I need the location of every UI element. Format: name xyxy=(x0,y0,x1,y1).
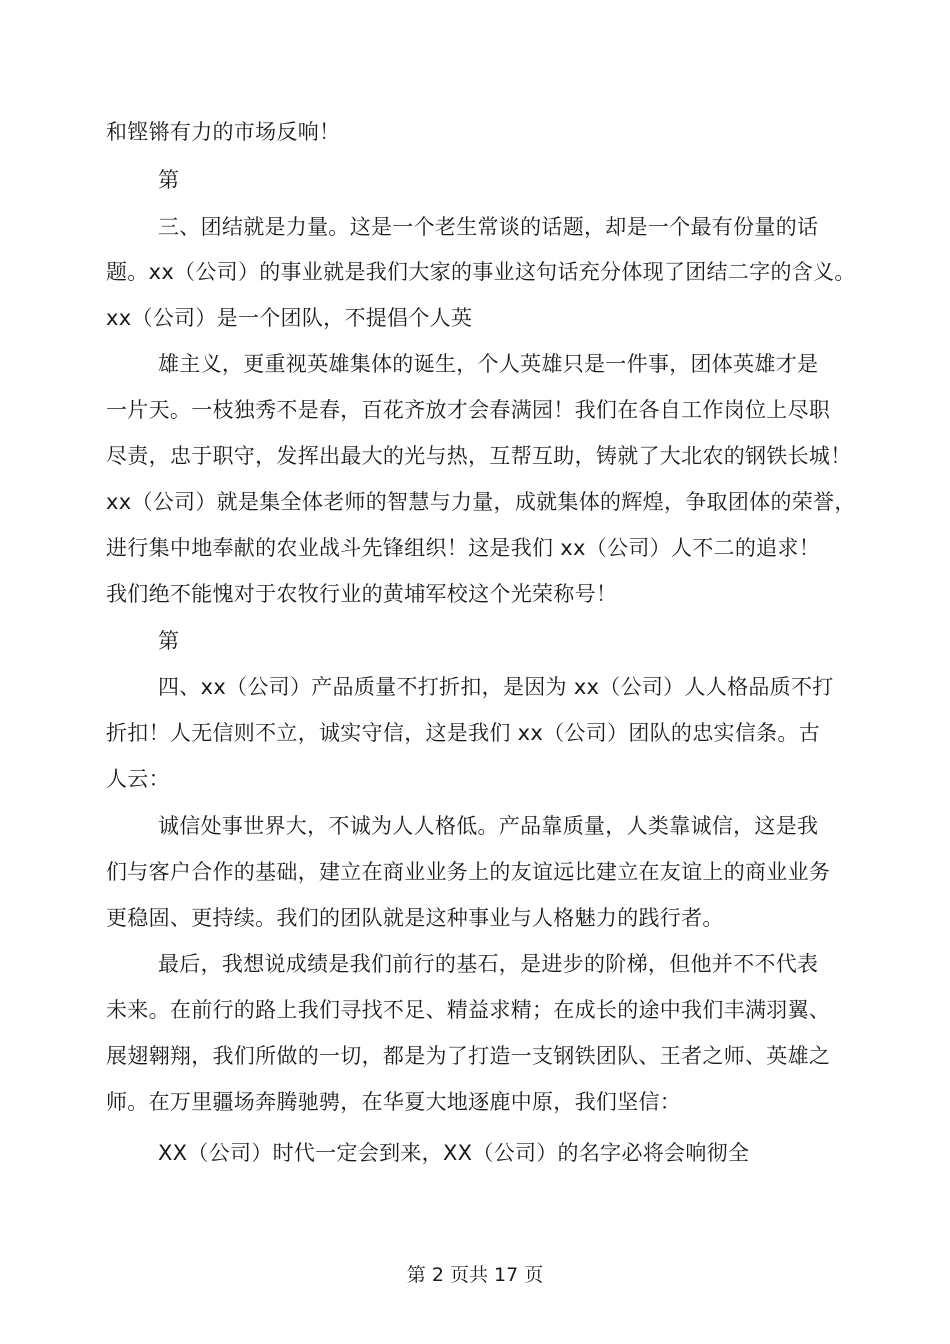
text-line: xx（公司）就是集全体老师的智慧与力量，成就集体的辉煌，争取团体的荣誉， xyxy=(106,490,856,514)
text-line: 我们绝不能愧对于农牧行业的黄埔军校这个光荣称号！ xyxy=(106,582,618,606)
text-line: 进行集中地奉献的农业战斗先锋组织！这是我们 xx（公司）人不二的追求！ xyxy=(106,536,821,560)
text-line: 尽责，忠于职守，发挥出最大的光与热，互帮互助，铸就了大北农的钢铁长城！ xyxy=(106,444,852,468)
text-line: 第 xyxy=(158,629,180,653)
text-line: 三、团结就是力量。这是一个老生常谈的话题，却是一个最有份量的话 xyxy=(158,215,819,239)
text-line: 们与客户合作的基础，建立在商业业务上的友谊远比建立在友谊上的商业业务 xyxy=(106,860,831,884)
text-line: 展翅翱翔，我们所做的一切，都是为了打造一支钢铁团队、王者之师、英雄之 xyxy=(106,1044,831,1068)
text-line: 一片天。一枝独秀不是春，百花齐放才会春满园！我们在各自工作岗位上尽职 xyxy=(106,398,831,422)
page-footer: 第 2 页共 17 页 xyxy=(406,1264,544,1286)
text-line: 和铿锵有力的市场反响！ xyxy=(106,120,341,144)
text-line: 题。xx（公司）的事业就是我们大家的事业这句话充分体现了团结二字的含义。 xyxy=(106,260,856,284)
text-line: XX（公司）时代一定会到来，XX（公司）的名字必将会响彻全 xyxy=(158,1141,750,1165)
text-line: 最后，我想说成绩是我们前行的基石，是进步的阶梯，但他并不不代表 xyxy=(158,952,819,976)
text-line: 更稳固、更持续。我们的团队就是这种事业与人格魅力的践行者。 xyxy=(106,906,724,930)
text-line: xx（公司）是一个团队，不提倡个人英 xyxy=(106,306,473,330)
text-line: 四、xx（公司）产品质量不打折扣，是因为 xx（公司）人人格品质不打 xyxy=(158,675,834,699)
text-line: 未来。在前行的路上我们寻找不足、精益求精；在成长的途中我们丰满羽翼、 xyxy=(106,998,831,1022)
text-line: 诚信处事世界大，不诚为人人格低。产品靠质量，人类靠诚信，这是我 xyxy=(158,814,819,838)
text-line: 雄主义，更重视英雄集体的诞生，个人英雄只是一件事，团体英雄才是 xyxy=(158,352,819,376)
text-line: 师。在万里疆场奔腾驰骋，在华夏大地逐鹿中原，我们坚信： xyxy=(106,1090,682,1114)
text-line: 人云： xyxy=(106,767,170,791)
text-line: 折扣！人无信则不立，诚实守信，这是我们 xx（公司）团队的忠实信条。古 xyxy=(106,721,821,745)
text-line: 第 xyxy=(158,168,180,192)
